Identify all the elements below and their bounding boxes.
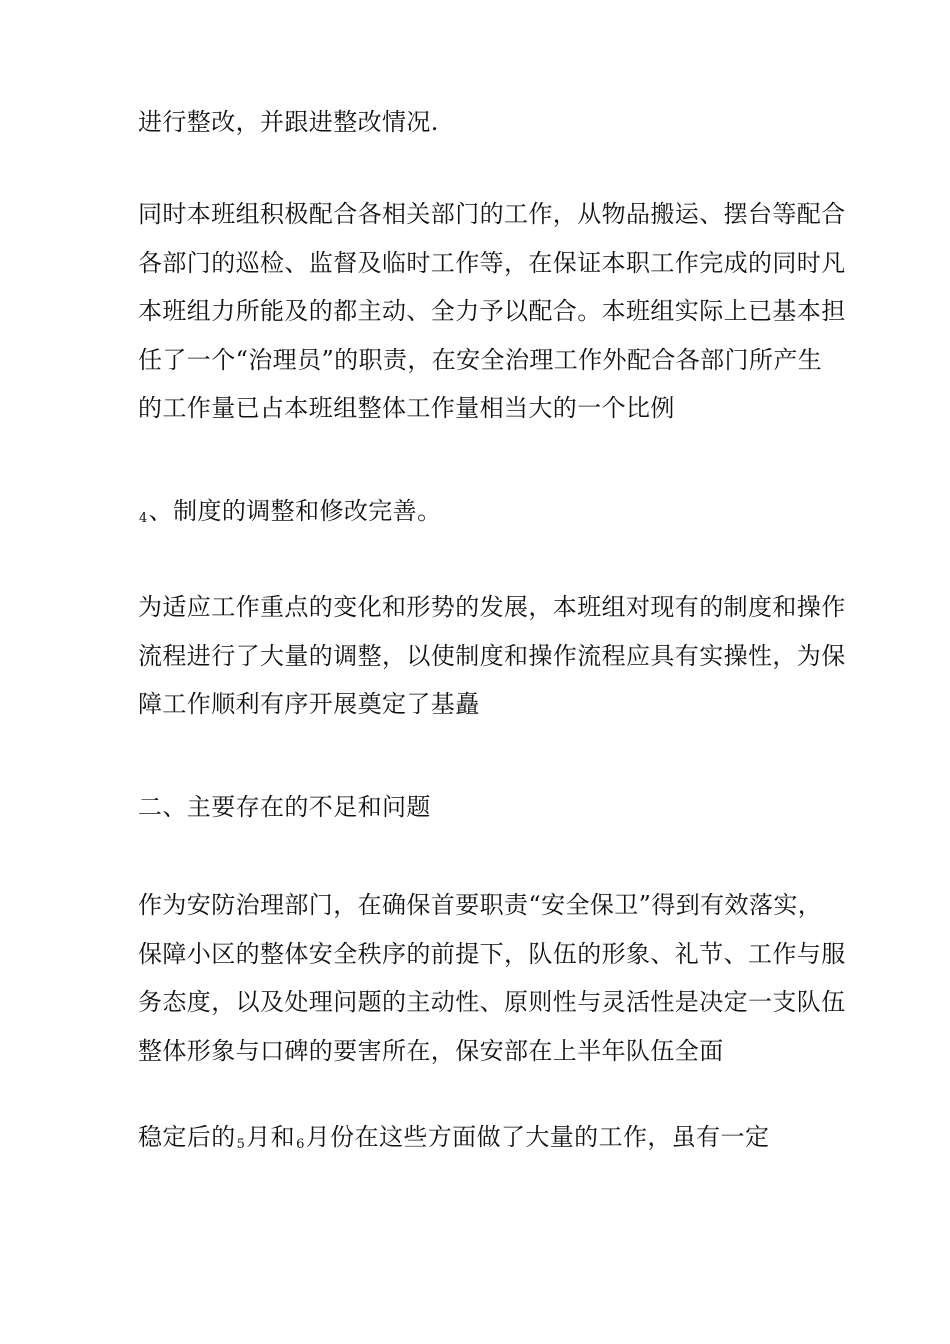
text-line: 任了一个“治理员”的职责，在安全治理工作外配合各部门所产生 [138,345,823,374]
text-line: 流程进行了大量的调整，以使制度和操作流程应具有实操性，为保 [138,641,846,670]
text-line: 二、主要存在的不足和问题 [138,793,431,821]
paragraph-cooperation [138,190,846,433]
paragraph-system-adjustment [138,583,846,729]
paragraph-security-department [138,881,846,1075]
heading-text: 、制度的调整和修改完善。 [148,497,442,525]
paragraph-heading-4 [138,487,828,536]
text-line: 为适应工作重点的变化和形势的发展，本班组对现有的制度和操作 [138,593,846,621]
paragraph-rectification [138,98,828,147]
text-line: 进行整改，并跟进整改情况. [138,108,439,136]
item-number: 4 [139,511,148,526]
text-segment: 月份在这些方面做了大量的工作，虽有一定 [305,1123,770,1151]
section-heading-shortcomings [138,783,828,832]
text-line: 保障小区的整体安全秩序的前提下，队伍的形象、礼节、工作与服 [138,939,846,968]
text-segment: 月和 [246,1123,296,1151]
month-number: 5 [236,1137,246,1152]
text-line: 障工作顺利有序开展奠定了基矗 [138,690,480,718]
month-number: 6 [296,1137,305,1152]
text-line [138,487,828,536]
text-line: 同时本班组积极配合各相关部门的工作，从物品搬运、摆台等配合 [138,200,846,228]
text-line: 务态度，以及处理问题的主动性、原则性与灵活性是决定一支队伍 [138,988,846,1016]
text-segment: 稳定后的 [138,1123,236,1151]
text-line: 的工作量已占本班组整体工作量相当大的一个比例 [138,394,675,422]
text-line: 本班组力所能及的都主动、全力予以配合。本班组实际上已基本担 [138,297,846,325]
paragraph-may-june [138,1113,828,1162]
text-line: 整体形象与口碑的要害所在，保安部在上半年队伍全面 [138,1036,724,1065]
text-line [138,1113,828,1162]
text-line: 各部门的巡检、监督及临时工作等，在保证本职工作完成的同时凡 [138,248,846,277]
text-line: 作为安防治理部门，在确保首要职责“安全保卫”得到有效落实， [138,891,823,919]
